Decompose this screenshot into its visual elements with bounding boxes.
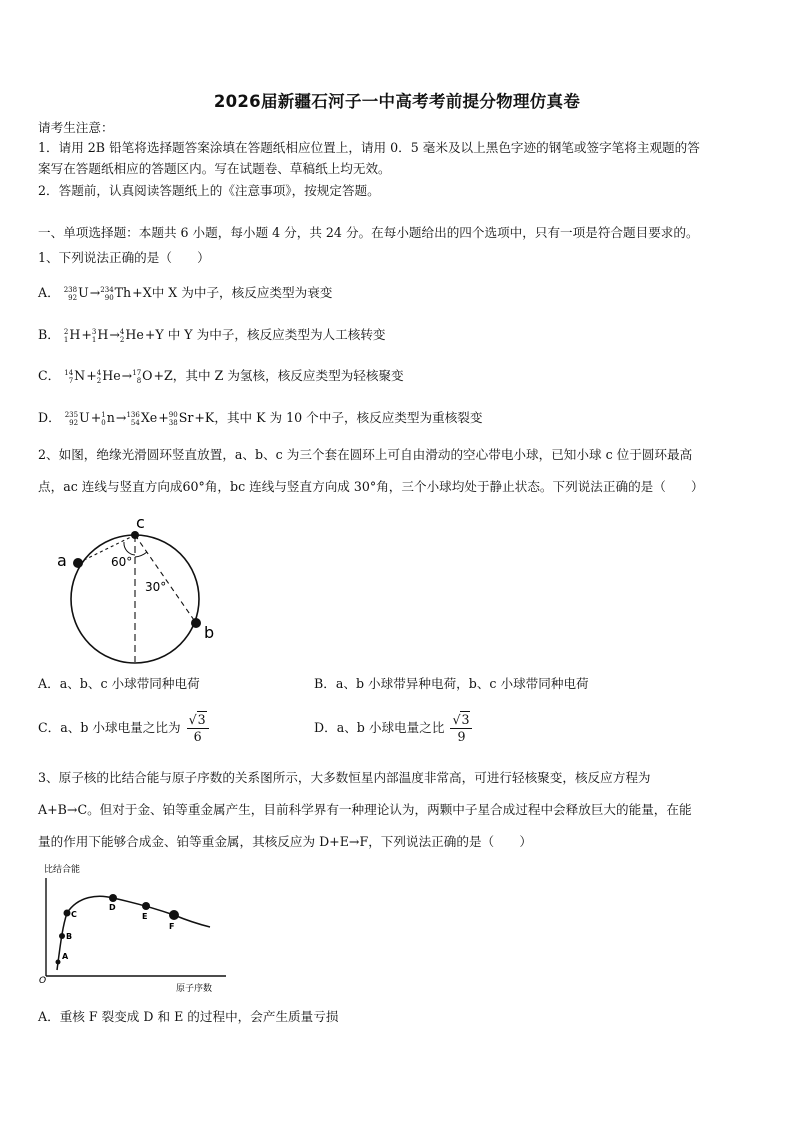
chart-point-d [109, 894, 117, 902]
page-title: 2026届新疆石河子一中高考考前提分物理仿真卷 [213, 92, 581, 111]
ball-a [73, 558, 83, 568]
q1-c-label: C． [38, 368, 61, 383]
q1-b-text: 中 Y 为中子，核反应类型为人工核转变 [167, 327, 386, 342]
label-b: b [204, 623, 215, 642]
q1-stem: 1、下列说法正确的是（ ） [38, 250, 210, 265]
q3-stem-line-1: 3、原子核的比结合能与原子序数的关系图所示，大多数恒星内部温度非常高，可进行轻核聚变，核反应方程为 [38, 770, 651, 785]
ring-figure [50, 512, 230, 664]
section-heading: 一、单项选择题：本题共 6 小题，每小题 4 分，共 24 分。在每小题给出的四个选项中，只有一项是符合题目要求的。 [38, 225, 699, 240]
binding-energy-chart [36, 858, 236, 998]
chart-point-label-e: E [142, 912, 148, 921]
q2-option-c [38, 712, 209, 745]
q2-option-d [314, 712, 472, 745]
q2-c-text: C．a、b 小球电量之比为 [38, 720, 181, 735]
q3-stem-line-2: A+B→C。但对于金、铂等重金属产生，目前科学界有一种理论认为，两颗中子星合成过程中会释放巨大的能量，在能 [38, 802, 692, 817]
q2-d-fraction: $\frac{√3}{9}$ [450, 712, 472, 745]
ball-b [191, 618, 201, 628]
chart-point-label-c: C [71, 910, 77, 919]
angle-arc-60 [124, 542, 135, 555]
q2-option-a: A．a、b、c 小球带同种电荷 [38, 676, 200, 691]
chart-point-label-b: B [66, 932, 73, 941]
notice-line-3: 2．答题前，认真阅读答题纸上的《注意事项》，按规定答题。 [38, 183, 380, 198]
q1-option-c: C． 14 7 N+ 4 2 He→ 17 8 O+Z，其中 Z 为氢核，核反应类型为轻核聚变 [38, 368, 404, 385]
q2-stem-line-1: 2、如图，绝缘光滑圆环竖直放置，a、b、c 为三个套在圆环上可自由滑动的空心带电小球，已知小球 c 位于圆环最高 [38, 447, 693, 462]
q1-d-text: ，其中 K 为 10 个中子，核反应类型为重核裂变 [214, 410, 483, 425]
q1-c-text: ，其中 Z 为氢核，核反应类型为轻核聚变 [172, 368, 404, 383]
chart-point-e [142, 902, 150, 910]
label-c: c [136, 513, 145, 532]
q2-d-text: D．a、b 小球电量之比 [314, 720, 445, 735]
q2-stem-line-2: 点，ac 连线与竖直方向成60°角，bc 连线与竖直方向成 30°角，三个小球均处于静止状态。下列说法正确的是（ ） [38, 479, 704, 494]
q1-d-label: D． [38, 410, 61, 425]
label-angle-30: 30° [145, 580, 167, 594]
q2-option-b: B．a、b 小球带异种电荷，b、c 小球带同种电荷 [314, 676, 589, 691]
q1-option-b: B． 2 1 H+ 3 1 H→ 4 2 He+Y 中 Y 为中子，核反应类型为人工核转变 [38, 327, 386, 344]
q3-option-a: A．重核 F 裂变成 D 和 E 的过程中，会产生质量亏损 [38, 1009, 339, 1024]
q3-stem-line-3: 量的作用下能够合成金、铂等重金属，其核反应为 D+E→F，下列说法正确的是（ ） [38, 834, 532, 849]
x-axis-label: 原子序数 [176, 984, 213, 994]
chart-point-c [64, 910, 71, 917]
notice-line-1: 1．请用 2B 铅笔将选择题答案涂填在答题纸相应位置上，请用 0．5 毫米及以上黑色字迹的钢笔或签字笔将主观题的答 [38, 140, 700, 155]
y-axis-label: 比结合能 [44, 865, 81, 875]
chart-point-label-f: F [169, 922, 175, 931]
q1-option-d: D． 235 92 U+ 1 0 n→ 136 54 Xe+ 90 38 Sr+K，其中 K 为 10 个中子，核反应类型为重核裂变 [38, 410, 483, 427]
ball-c [131, 531, 139, 539]
label-angle-60: 60° [111, 555, 133, 569]
chart-point-f [169, 910, 179, 920]
chart-point-label-d: D [109, 903, 116, 912]
q2-c-den: 6 [193, 729, 202, 744]
chart-point-b [59, 933, 65, 939]
q1-a-label: A． [38, 285, 60, 300]
q1-option-a: A． 238 92 U→ 234 90 Th+X中 X 为中子，核反应类型为衰变 [38, 285, 333, 302]
origin-label: O [39, 976, 47, 986]
notice-line-2: 案写在答题纸相应的答题区内。写在试题卷、草稿纸上均无效。 [38, 161, 391, 176]
q2-d-num: 3 [461, 712, 470, 727]
line-bc [135, 535, 196, 623]
q2-c-num: 3 [197, 712, 206, 727]
chart-point-label-a: A [62, 952, 69, 961]
q2-c-fraction: $\frac{√3}{6}$ [187, 712, 209, 745]
angle-arc-30 [135, 552, 147, 557]
q2-d-den: 9 [457, 729, 466, 744]
chart-point-a [56, 960, 61, 965]
label-a: a [57, 551, 67, 570]
notice-heading: 请考生注意： [38, 120, 114, 135]
curve [57, 896, 210, 970]
ring [71, 535, 199, 663]
q1-a-text: 中 X 为中子，核反应类型为衰变 [151, 285, 333, 300]
q1-b-label: B． [38, 327, 60, 342]
